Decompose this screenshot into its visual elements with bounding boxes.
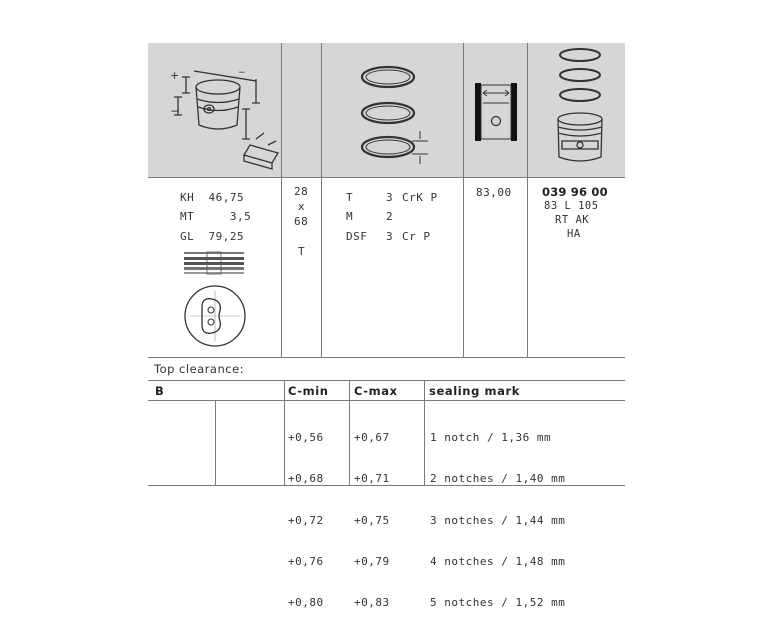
- table-cell: +0,76: [288, 554, 324, 568]
- pin-diameter: 28: [294, 185, 309, 198]
- divider: [281, 43, 282, 357]
- divider: [148, 177, 625, 178]
- spec-value: 46,75: [208, 191, 245, 204]
- table-cell: 4 notches / 1,48 mm: [430, 554, 566, 568]
- part-number: 039 96 00: [542, 185, 608, 199]
- spec-value: 79,25: [208, 230, 245, 243]
- svg-text:−: −: [170, 104, 181, 118]
- table-cell: +0,67: [354, 431, 390, 444]
- divider: [148, 400, 625, 401]
- divider: [463, 43, 464, 357]
- piston-crown-drawing: [182, 283, 248, 349]
- table-cell: 1 notch / 1,36 mm: [430, 431, 552, 444]
- table-cell: +0,68: [288, 472, 324, 486]
- table-cell: +0,75: [354, 513, 390, 527]
- ring-row: [346, 191, 353, 204]
- table-cell: +0,79: [354, 554, 390, 568]
- spec-label: GL: [180, 230, 195, 243]
- column-header-cmin: C-min: [288, 384, 329, 398]
- cmin-column: [288, 404, 324, 636]
- table-cell: 5 notches / 1,52 mm: [430, 596, 566, 610]
- piston-diameter: 83,00: [476, 186, 512, 199]
- ring-count: 2: [386, 210, 394, 223]
- part-spec-line: RT AK: [555, 214, 590, 226]
- column-header-sealing-mark: sealing mark: [429, 384, 520, 398]
- ring-desc: CrK P: [402, 191, 438, 204]
- divider: [527, 43, 528, 357]
- column-header-cmax: C-max: [354, 384, 398, 398]
- divider: [349, 380, 350, 485]
- table-cell: +0,56: [288, 431, 324, 444]
- pin-length: 68: [294, 215, 309, 228]
- piston-rings-drawing: [356, 59, 436, 169]
- spec-gl: [180, 230, 244, 243]
- spec-mt: [180, 210, 251, 223]
- table-cell: +0,71: [354, 472, 390, 486]
- divider: [148, 380, 625, 381]
- spec-value: 3,5: [229, 210, 252, 223]
- pin-times: x: [298, 200, 306, 213]
- table-cell: +0,72: [288, 513, 324, 527]
- table-cell: 2 notches / 1,40 mm: [430, 472, 566, 486]
- spec-label: MT: [180, 210, 195, 223]
- piston-spec-sheet: [124, 37, 628, 610]
- ring-count: 3: [386, 191, 394, 204]
- divider: [148, 357, 625, 358]
- table-cell: +0,80: [288, 596, 324, 610]
- piston-pin-drawing: [473, 81, 519, 145]
- table-cell: 3 notches / 1,44 mm: [430, 513, 566, 527]
- piston-dimensions-drawing: [168, 49, 278, 174]
- sealing-mark-column: [430, 404, 565, 636]
- ring-count: 3: [386, 230, 394, 243]
- cmax-column: [354, 404, 390, 636]
- divider: [321, 43, 322, 357]
- ring-code: M: [346, 210, 354, 223]
- pin-type: T: [298, 245, 306, 258]
- part-spec-line: HA: [567, 228, 581, 240]
- divider: [284, 380, 285, 485]
- piston-kit-drawing: [552, 47, 612, 177]
- ring-code: T: [346, 191, 354, 204]
- clearance-title: Top clearance:: [154, 362, 245, 376]
- svg-text:+: +: [170, 69, 180, 82]
- spec-label: KH: [180, 191, 195, 204]
- svg-text:−: −: [238, 68, 246, 78]
- ring-code: DSF: [346, 230, 368, 243]
- part-spec-line: 83 L 105: [544, 200, 599, 212]
- spec-kh: [180, 191, 244, 204]
- divider: [215, 400, 216, 485]
- ring-section-drawing: [184, 252, 244, 274]
- divider: [424, 380, 425, 485]
- table-cell: +0,83: [354, 596, 390, 610]
- column-header-b: B: [155, 384, 165, 398]
- ring-desc: Cr P: [402, 230, 431, 243]
